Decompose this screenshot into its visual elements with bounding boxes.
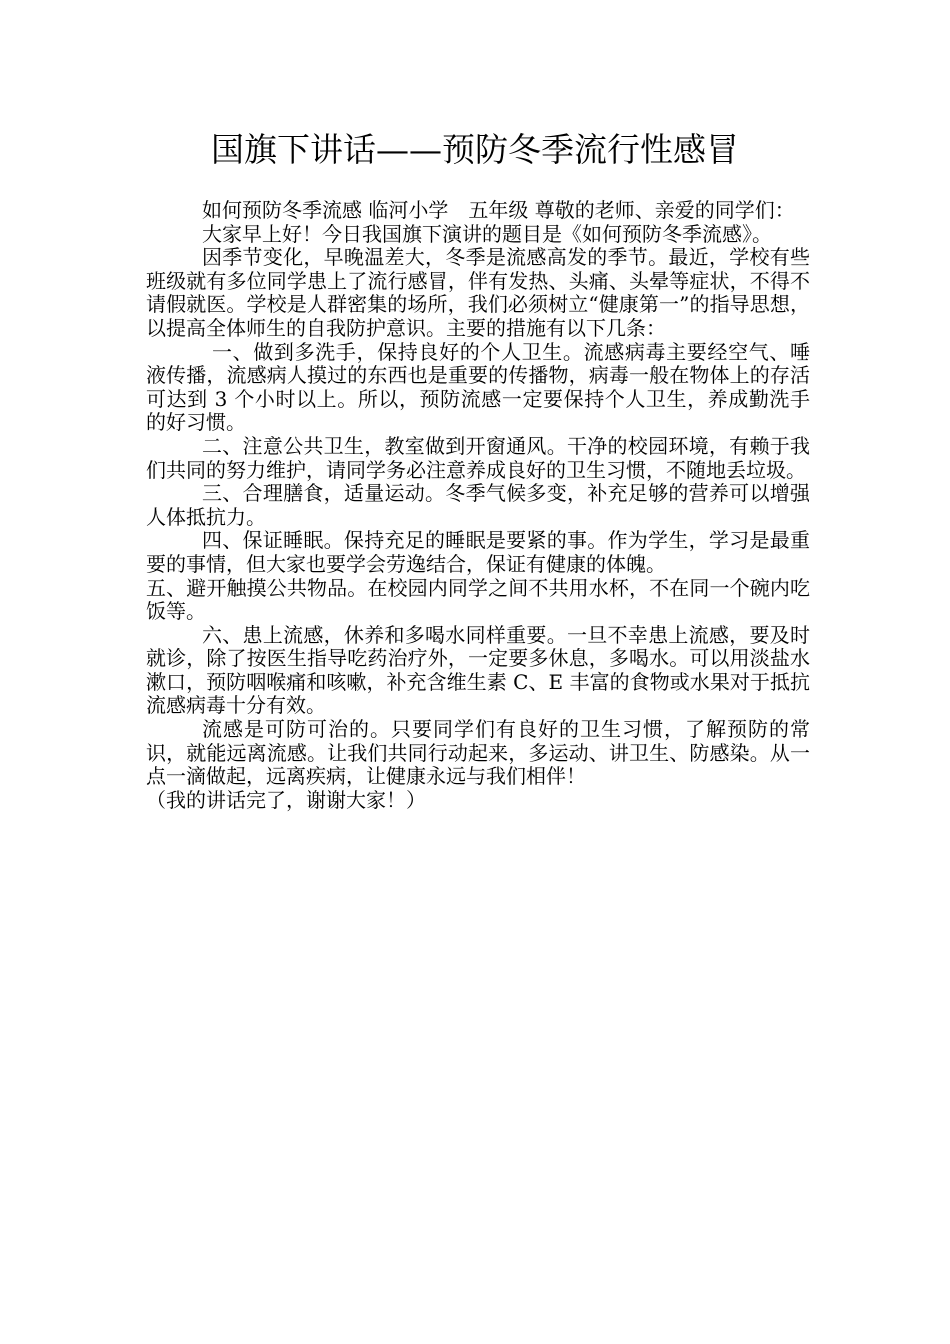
- paragraph-measure-5: 五、避开触摸公共物品。在校园内同学之间不共用水杯，不在同一个碗内吃饭等。: [146, 575, 810, 624]
- paragraph-measure-4: 四、保证睡眠。保持充足的睡眠是要紧的事。作为学生，学习是最重要的事情，但大家也要学会劳逸结合，保证有健康的体魄。: [146, 528, 810, 576]
- paragraph-measure-1: 一、做到多洗手，保持良好的个人卫生。流感病毒主要经空气、唾液传播，流感病人摸过的东西也是重要的传播物，病毒一般在物体上的存活可达到 3 个小时以上。所以，预防流感一定要保持个人卫生，养成勤洗手的好习惯。: [146, 339, 810, 435]
- paragraph-measure-3: 三、合理膳食，适量运动。冬季气候多变，补充足够的营养可以增强人体抵抗力。: [146, 481, 810, 529]
- paragraph-measure-2: 二、注意公共卫生，教室做到开窗通风。干净的校园环境，有赖于我们共同的努力维护，请同学务必注意养成良好的卫生习惯，不随地丢垃圾。: [146, 433, 810, 482]
- paragraph-closing: （我的讲话完了，谢谢大家！）: [146, 787, 426, 812]
- document-title: 国旗下讲话——预防冬季流行性感冒: [211, 130, 739, 169]
- paragraph-measure-6: 六、患上流感，休养和多喝水同样重要。一旦不幸患上流感，要及时就诊，除了按医生指导吃药治疗外，一定要多休息，多喝水。可以用淡盐水漱口，预防咽喉痛和咳嗽，补充含维生素 C、E 丰富的食物或水果对于抵抗流感病毒十分有效。: [146, 622, 810, 718]
- paragraph-topic: 大家早上好！今日我国旗下演讲的题目是《如何预防冬季流感》。: [202, 221, 772, 246]
- paragraph-conclusion: 流感是可防可治的。只要同学们有良好的卫生习惯，了解预防的常识，就能远离流感。让我们共同行动起来，多运动、讲卫生、防感染。从一点一滴做起，远离疾病，让健康永远与我们相伴！: [146, 717, 810, 789]
- paragraph-greeting: 如何预防冬季流感 临河小学 五年级 尊敬的老师、亲爱的同学们：: [202, 198, 795, 222]
- document-body: [146, 199, 810, 812]
- paragraph-introduction: 因季节变化，早晚温差大，冬季是流感高发的季节。最近，学校有些班级就有多位同学患上了流行感冒，伴有发热、头痛、头晕等症状，不得不请假就医。学校是人群密集的场所，我们必须树立“健康第一”的指导思想，以提高全体师生的自我防护意识。主要的措施有以下几条：: [146, 245, 810, 340]
